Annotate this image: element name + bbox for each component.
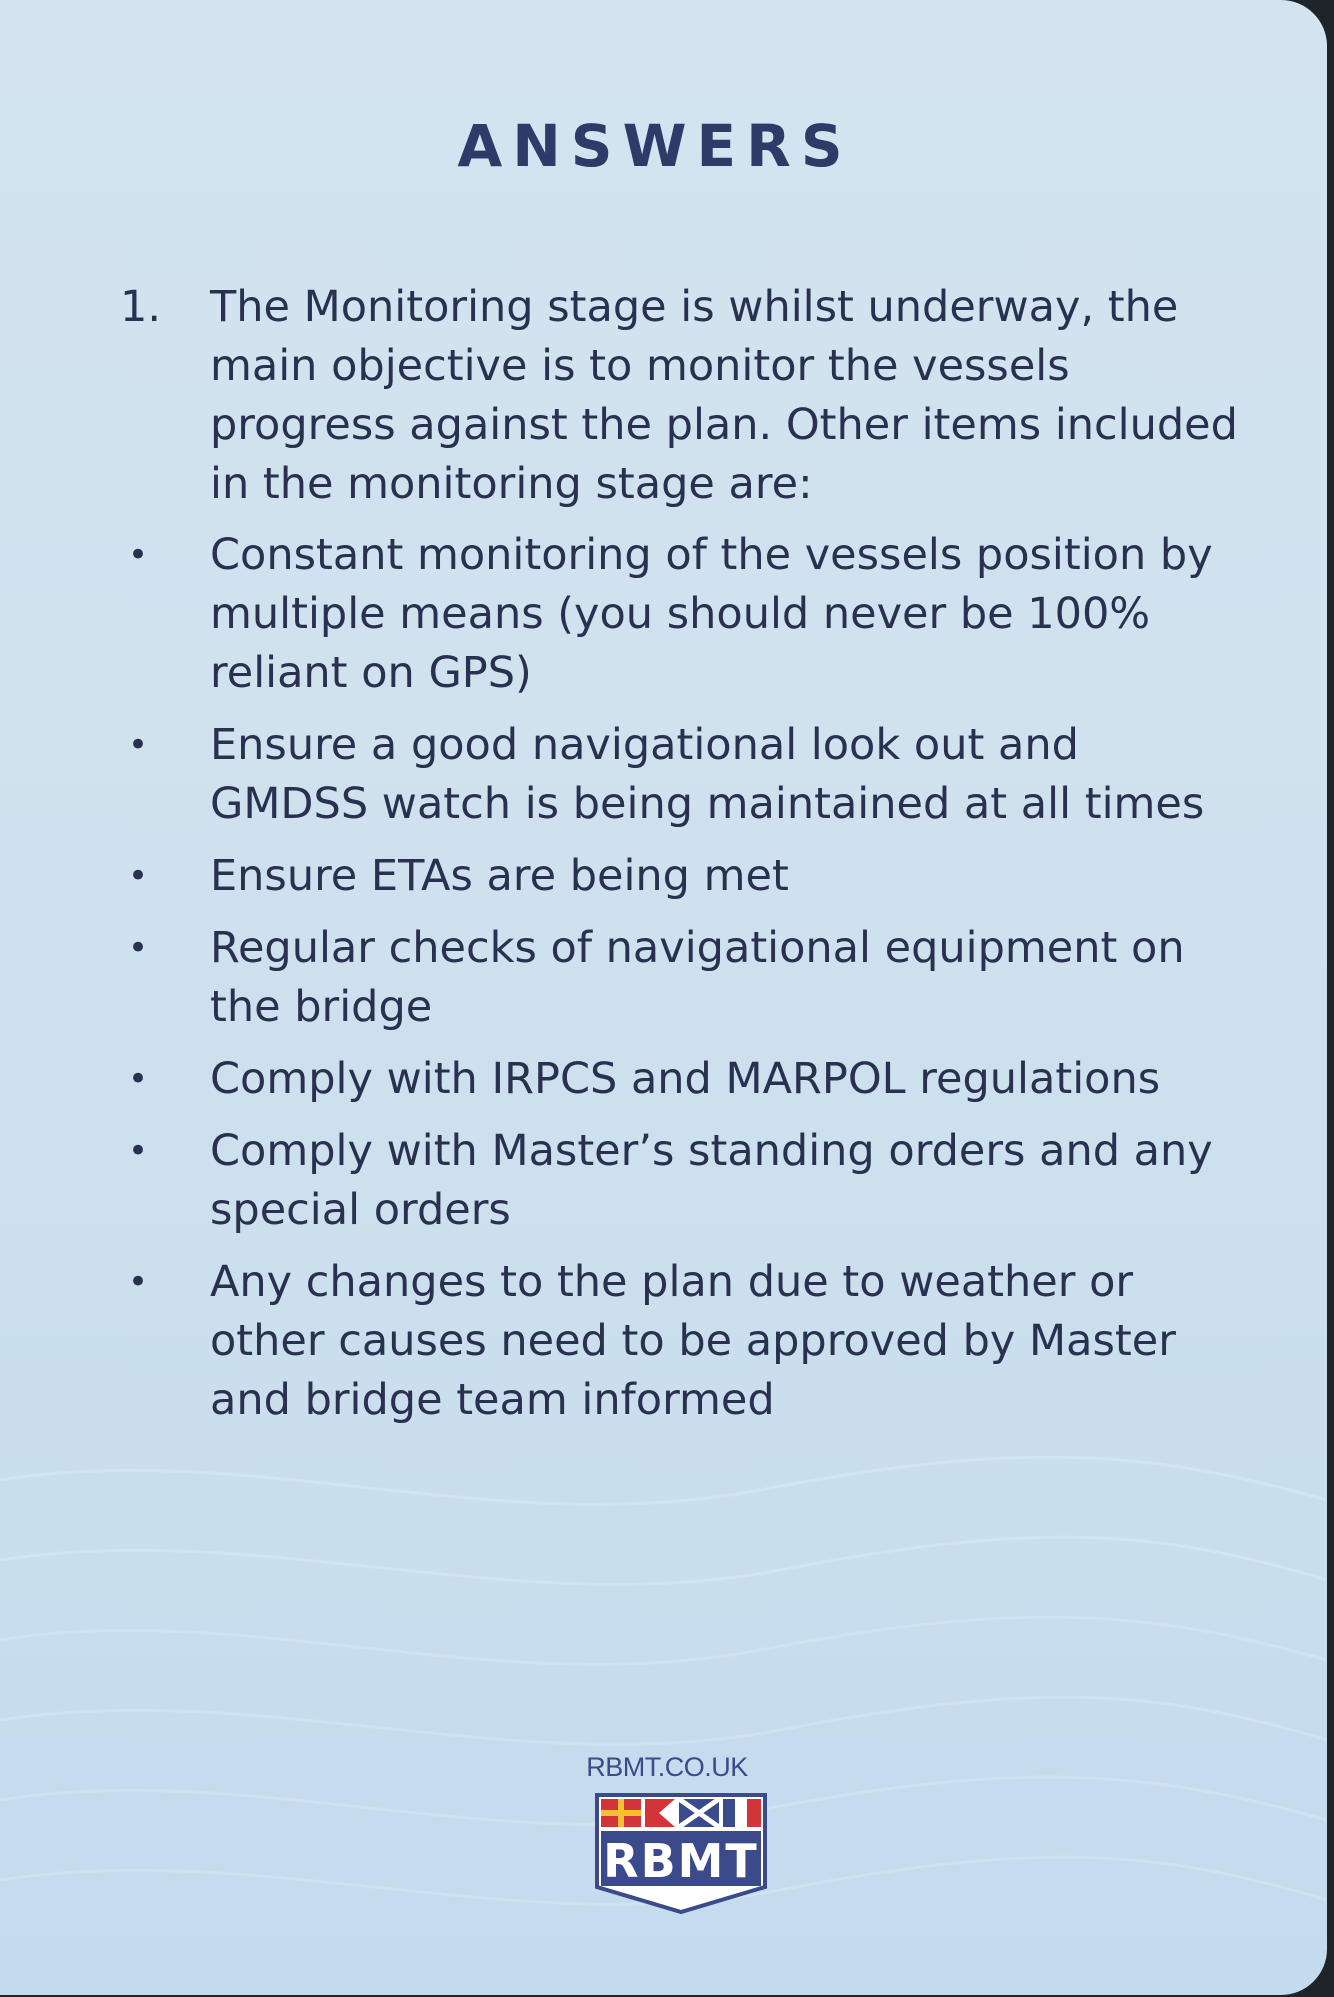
bullet-text: Constant monitoring of the vessels position by multiple means (you should never be 100% reliant on GPS) — [210, 530, 1213, 698]
bullet-text: Any changes to the plan due to weather or other causes need to be approved by Master and bridge team informed — [210, 1257, 1176, 1425]
bullet-point: • — [128, 1059, 149, 1099]
answer-list — [120, 278, 1240, 1443]
bullet-item — [120, 919, 1240, 1037]
bullet-text: Ensure ETAs are being met — [210, 851, 789, 901]
bullet-point: • — [128, 1131, 149, 1171]
bullet-text: Ensure a good navigational look out and GMDSS watch is being maintained at all times — [210, 720, 1205, 829]
bullet-point: • — [128, 856, 149, 896]
bullet-text: Comply with Master’s standing orders and any special orders — [210, 1126, 1213, 1235]
logo-lettering: RBMT — [603, 1834, 759, 1888]
answer-intro-text: The Monitoring stage is whilst underway, the main objective is to monitor the vessels progress against the plan. Other items included in the monitoring stage are: — [210, 282, 1238, 509]
rbmt-logo-icon — [593, 1791, 769, 1916]
website-url: RBMT.CO.UK — [586, 1752, 748, 1782]
bullet-item — [120, 526, 1240, 703]
bullet-point: • — [128, 725, 149, 765]
card-title: ANSWERS — [457, 112, 853, 180]
signal-flags-icon — [601, 1799, 761, 1827]
bullet-point: • — [128, 928, 149, 968]
bullet-point: • — [128, 535, 149, 575]
bullet-item — [120, 1253, 1240, 1430]
bullet-text: Regular checks of navigational equipment on the bridge — [210, 923, 1185, 1032]
answer-item-1 — [120, 278, 1240, 514]
bullet-item — [120, 1122, 1240, 1240]
bullet-item — [120, 1050, 1240, 1109]
bullet-item — [120, 716, 1240, 834]
bullet-point: • — [128, 1262, 149, 1302]
bullet-item — [120, 847, 1240, 906]
item-number: 1. — [120, 282, 162, 332]
bullet-text: Comply with IRPCS and MARPOL regulations — [210, 1054, 1161, 1104]
